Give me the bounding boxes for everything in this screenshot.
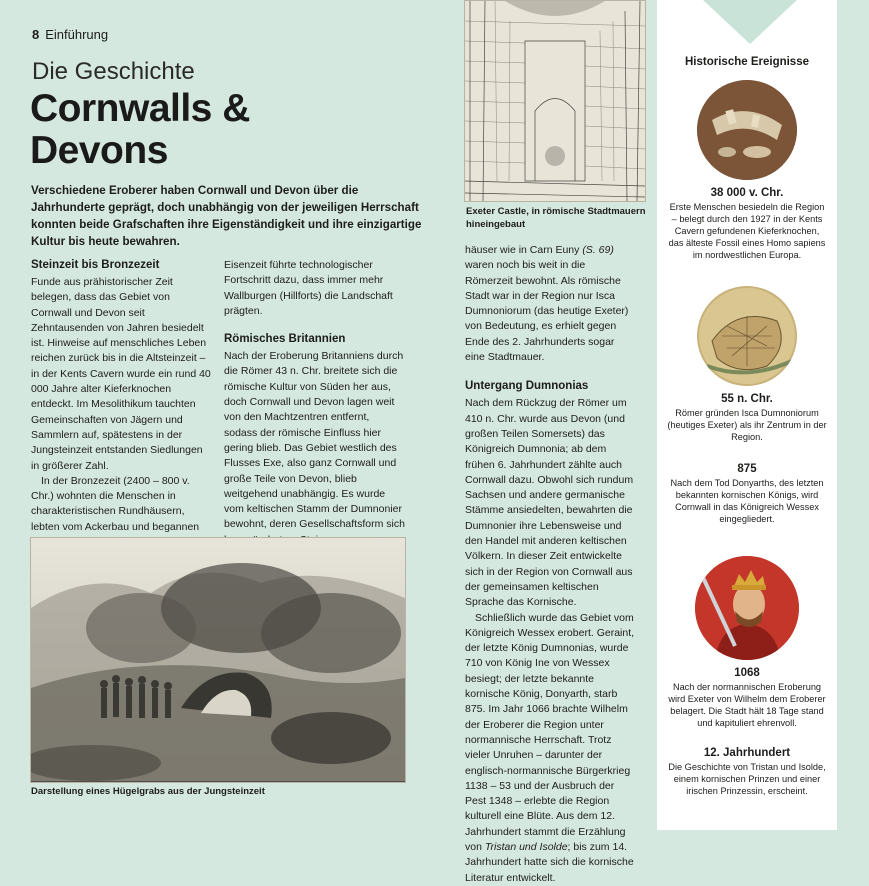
paragraph: Nach dem Rückzug der Römer um 410 n. Chr. wurde aus Devon (und großen Teilen Somersets) das Königreich Dumnonia; ab dem frühen 6. Jahrhundert zählte auch Cornwall dazu. Obwohl sich rundum Sachsen und andere germanische Stämme ansiedelten, bewahrten die Dumnonier ihre Lebensweise und den Handel mit anderen keltischen Völkern. In dieser Zeit entwickelte sich in der Region von Cornwall aus der gemeinsamen keltischen Sprache das Kornische.	[465, 397, 634, 609]
text-column-3	[465, 243, 635, 886]
work-title: Tristan und Isolde	[484, 840, 568, 853]
event-text: Die Geschichte von Tristan und Isolde, einem kornischen Prinzen und einer irischen Prinzessin, erscheint.	[668, 762, 826, 796]
page-edge	[837, 0, 869, 830]
event-text: Erste Menschen besiedeln die Region – belegt durch den 1927 in der Kents Cavern gefundenen Kieferknochen, das älteste Fossil eines Homo sapiens im nordwestlichen Europa.	[668, 202, 826, 260]
sidebar-notch	[703, 0, 797, 44]
castle-engraving-art	[465, 1, 645, 201]
lead-paragraph: Verschiedene Eroberer haben Cornwall und Devon über die Jahrhunderte geprägt, doch unabhängig von der jeweiligen Herrschaft konnten beide Grafschaften ihre Eigenständigkeit und ihre einzigartige Kultur bis heute bewahren.	[31, 184, 422, 248]
event-text: Nach dem Tod Donyarths, des letzten bekannten kornischen Königs, wird Cornwall in das Königreich Wessex eingegliedert.	[670, 478, 824, 524]
exeter-map-photo	[697, 286, 797, 386]
text-column-2	[224, 258, 405, 548]
castle-caption: Exeter Castle, in römische Stadtmauern hineingebaut	[466, 206, 646, 230]
jawbone-photo-art	[697, 80, 797, 180]
event-year: 875	[737, 463, 757, 475]
timeline-event	[667, 392, 827, 443]
event-year: 55 n. Chr.	[721, 393, 773, 405]
event-year: 1068	[734, 667, 760, 679]
text-column-1	[31, 258, 211, 566]
timeline-event	[667, 186, 827, 261]
page-reference: (S. 69)	[582, 244, 614, 256]
barrow-engraving-art	[31, 538, 405, 782]
timeline-event	[667, 462, 827, 525]
timeline-event	[667, 746, 827, 797]
william-portrait-art	[695, 556, 799, 660]
running-header	[32, 27, 108, 42]
timeline-event	[667, 666, 827, 729]
sidebar-title: Historische Ereignisse	[685, 56, 809, 68]
page-kicker: Die Geschichte	[32, 58, 195, 85]
paragraph: Eisenzeit führte technologischer Fortschritt dazu, dass immer mehr Wallburgen (Hillforts) die Landschaft prägten.	[224, 259, 393, 317]
title-line-2: Devons	[30, 129, 168, 172]
event-year: 38 000 v. Chr.	[710, 187, 784, 199]
page-number: 8	[32, 27, 40, 42]
barrow-caption: Darstellung eines Hügelgrabs aus der Jungsteinzeit	[31, 786, 265, 797]
event-text: Nach der normannischen Eroberung wird Exeter von Wilhelm dem Eroberer belagert. Die Stadt hält 18 Tage stand und kapituliert ehrenvoll.	[668, 682, 826, 728]
event-year: 12. Jahrhundert	[703, 747, 791, 759]
william-portrait	[695, 556, 799, 660]
page-title	[30, 88, 250, 172]
paragraph: Schließlich wurde das Gebiet vom Königreich Wessex erobert. Geraint, der letzte König Dumnonias, wurde 710 von König Ine von Wessex besiegt; der letzte bekannte kornische König, Donyarth, starb 875. Im Jahr 1066 brachte Wilhelm der Eroberer die Region unter normannische Herrschaft. Trotz vieler Unruhen – darunter der englisch-normannische Bürgerkrieg 1138 – 53 und der Ausbruch der Pest 1348 – erlebte die Region kulturell eine Blüte. Aus dem 12. Jahrhundert stammt die Erzählung von Tristan und Isolde; bis zum 14. Jahrhundert hatte sich die kornische Literatur entwickelt.	[465, 611, 635, 884]
section-heading: Römisches Britannien	[224, 333, 346, 346]
paragraph: In der Bronzezeit (2400 – 800 v. Chr.) wohnten die Menschen in charakteristischen Rundhäusern, lebten vom Ackerbau und begannen	[31, 474, 200, 533]
jawbone-photo	[697, 80, 797, 180]
section-label: Einführung	[45, 27, 109, 42]
paragraph: häuser wie in Carn Euny (S. 69) waren noch bis weit in die Römerzeit bewohnt. Als römische Stadt war in der Region nur Isca Dumnoniorum (das heutige Exeter) von Bedeutung, es erhielt gegen Ende des 2. Jahrhunderts sogar eine Stadtmauer.	[465, 244, 629, 364]
section-heading: Untergang Dumnonias	[465, 380, 589, 393]
castle-engraving	[464, 0, 646, 202]
paragraph: Nach der Eroberung Britanniens durch die Römer 43 n. Chr. breitete sich die römische Kultur von Süden her aus, doch Cornwall und Devon lagen weit von den Machtzentren entfernt, sodass der römische Einfluss hier gering blieb. Das Gebiet westlich des Flusses Exe, also ganz Cornwall und große Teile von Devon, blieb weitgehend unabhängig. Es wurde vom keltischen Stamm der Dumnonier bewohnt, deren Gesellschaftsform sich	[224, 350, 405, 531]
section-heading: Steinzeit bis Bronzezeit	[31, 259, 160, 271]
event-text: Römer gründen Isca Dumnoniorum (heutiges Exeter) als ihr Zentrum in der Region.	[667, 408, 827, 442]
barrow-engraving	[30, 537, 406, 783]
title-line-1: Cornwalls &	[30, 87, 250, 130]
exeter-map-art	[697, 286, 797, 386]
paragraph: Funde aus prähistorischer Zeit belegen, dass das Gebiet von Cornwall und Devon seit Zehntausenden von Jahren besiedelt ist. Hinweise auf menschliches Leben reichen zurück bis in die Altsteinzeit – in der Kents Cavern wurde ein rund 40 000 Jahre alter Kieferknochen entdeckt. Im Mesolithikum tauchten Gemeinschaften von Jägern und Sammlern auf, spätestens in der Jungsteinzeit entstanden Siedlungen in größerer Zahl.	[31, 276, 211, 472]
